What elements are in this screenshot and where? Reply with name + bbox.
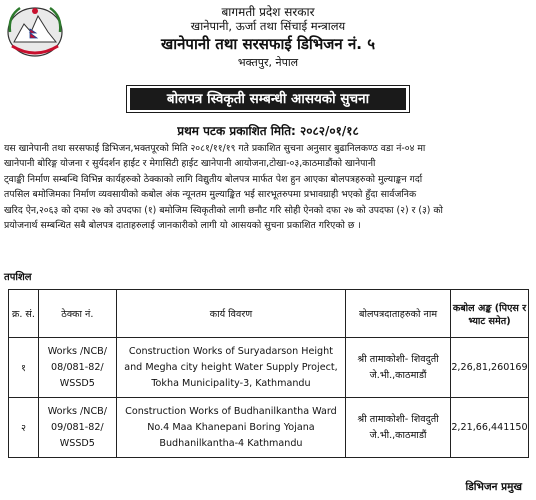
- publish-date: प्रथम पटक प्रकाशित मिति: २०८२/०१/१८: [177, 124, 359, 138]
- header-serial: क्र. सं.: [9, 290, 39, 338]
- table-header-row: [9, 290, 529, 338]
- header-province: बागमती प्रदेश सरकार: [221, 5, 315, 19]
- cell-amount: 2,26,81,260169: [450, 338, 528, 398]
- cell-bidder: श्री तामाकोशी- शिवदुती जे.भी.,काठमाडौं: [346, 398, 451, 458]
- body-line: प्रयोजनार्थ सम्बन्धित सबै बोलपत्र दाताहरुलाई जानकारीको लागी यो आसयको सुचना प्रकाशित गरिएको छ ।: [4, 220, 361, 232]
- table-row: [9, 338, 529, 398]
- body-line: ट्वाङ्की निर्माण सम्बन्धि विभिन्न कार्यहरुको ठेक्काको लागि विद्युतीय बोलपत्र मार्फत पेश हुन आएका बोलपत्रहरुको मुल्याङ्कन गर्दा: [4, 173, 423, 185]
- cell-amount: 2,21,66,441150: [450, 398, 528, 458]
- details-label: तपशिल: [4, 272, 32, 283]
- header-amount: कबोल अङ्क (पिएस र भ्याट समेत): [450, 290, 528, 338]
- notice-title: बोलपत्र स्विकृती सम्बन्धी आसयको सुचना: [130, 88, 406, 110]
- notice-body: [4, 141, 534, 233]
- cell-description: Construction Works of Budhanilkantha Ward No.4 Maa Khanepani Boring Yojana Budhanilkantha-4 Kathmandu: [116, 398, 345, 458]
- body-line: यस खानेपानी तथा सरसफाई डिभिजन,भक्तपूरको मिति २०८१/११/१९ गते प्रकाशित सुचना अनुसार बुढानिलकण्ठ वडा नं-०४ मा: [4, 143, 426, 154]
- cell-serial: १: [9, 338, 39, 398]
- header-bidder: बोलपत्रदाताहरुको नाम: [346, 290, 451, 338]
- body-line: तपसिल बमोजिमका निर्माण व्यवसायीको कबोल अंक न्यूनतम मुल्याङ्कित भई सारभूतरुपमा प्रभावग्राही भएको हुँदा सार्वजनिक: [4, 189, 417, 201]
- cell-description: Construction Works of Suryadarson Height and Megha city height Water Supply Project, Tokha Municipality-3, Kathmandu: [116, 338, 345, 398]
- cell-contract-no: Works /NCB/ 08/081-82/ WSSD5: [38, 338, 116, 398]
- header-division: खानेपानी तथा सरसफाई डिभिजन नं. ५: [160, 35, 376, 53]
- body-line: खरिद ऐन,२०६३ को दफा २७ को उपदफा (१) बमोजिम स्विकृतीको लागी छनौट गरि सोही ऐनको दफा २७ को उपदफा (२) र (३) को: [4, 204, 443, 216]
- cell-bidder: श्री तामाकोशी- शिवदुती जे.भी.,काठमाडौं: [346, 338, 451, 398]
- header-ministry: खानेपानी, ऊर्जा तथा सिंचाई मन्त्रालय: [190, 19, 346, 33]
- cell-serial: २: [9, 398, 39, 458]
- header-location: भक्तपुर, नेपाल: [237, 56, 299, 69]
- header-description: कार्य विवरण: [116, 290, 345, 338]
- header-contract-no: ठेक्का नं.: [38, 290, 116, 338]
- signature-title: डिभिजन प्रमुख: [465, 481, 522, 493]
- table-row: [9, 398, 529, 458]
- body-line: खानेपानी बोरिङ्ग योजना र सुर्यदर्शन हाईट र मेगासिटी हाईट खानेपानी आयोजना,टोखा-०३,काठमाडौंको खानेपानी: [4, 158, 376, 170]
- contract-table: [8, 289, 529, 458]
- cell-contract-no: Works /NCB/ 09/081-82/ WSSD5: [38, 398, 116, 458]
